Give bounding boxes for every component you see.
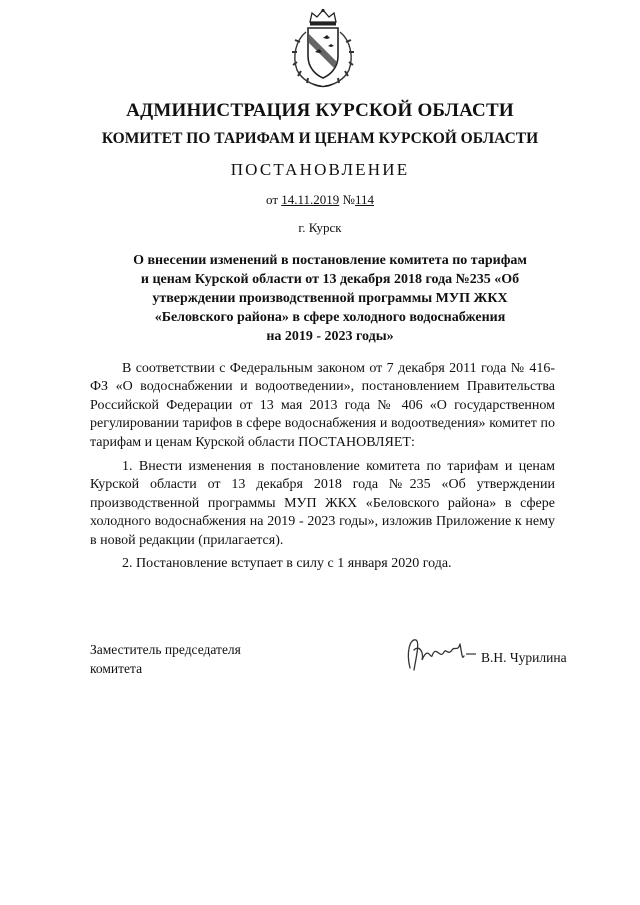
committee-title: КОМИТЕТ ПО ТАРИФАМ И ЦЕНАМ КУРСКОЙ ОБЛАСТИ (101, 130, 539, 147)
document-type: ПОСТАНОВЛЕНИЕ (230, 160, 410, 179)
signature-icon (400, 630, 480, 678)
coat-of-arms-icon (288, 8, 358, 90)
subject-line: на 2019 - 2023 годы» (266, 329, 394, 344)
signer-position (90, 640, 241, 678)
subject-line: утверждении производственной программы МУП ЖКХ (152, 291, 508, 306)
signer-position-line: комитета (90, 661, 143, 676)
preamble-paragraph: В соответствии с Федеральным законом от 7 декабря 2011 года № 416-ФЗ «О водоснабжении и водоотведении», постановлением Правительства Российской Федерации от 13 мая 2013 года № 406 «О государственном регулировании тарифов в сфере водоснабжения и водоотведения» комитет по тарифам и ценам Курской области ПОСТАНОВЛЯЕТ: (90, 361, 555, 450)
organization-title: АДМИНИСТРАЦИЯ КУРСКОЙ ОБЛАСТИ (126, 100, 514, 121)
resolution-item-1: 1. Внести изменения в постановление комитета по тарифам и ценам Курской области от 13 декабря 2018 года №235 «Об утверждении производственной программы МУП ЖКХ «Беловского района» в сфере холодного водоснабжения на 2019 - 2023 годы», изложив Приложение к нему в новой редакции (прилагается). (90, 459, 555, 548)
document-subject (108, 251, 552, 346)
document-body (90, 360, 555, 573)
document-number: 114 (354, 192, 374, 207)
number-prefix: № (339, 192, 355, 207)
resolution-item-2: 2. Постановление вступает в силу с 1 января 2020 года. (122, 556, 452, 572)
date-prefix: от (266, 192, 282, 207)
subject-line: и ценам Курской области от 13 декабря 2018 года №235 «Об (140, 272, 520, 287)
subject-line: О внесении изменений в постановление комитета по тарифам (133, 253, 527, 268)
document-date: 14.11.2019 (281, 192, 340, 207)
date-number-line (0, 192, 640, 208)
signer-position-line: Заместитель председателя (90, 642, 241, 657)
city: г. Курск (298, 220, 342, 235)
signer-name: В.Н. Чурилина (481, 650, 567, 665)
subject-line: «Беловского района» в сфере холодного водоснабжения (154, 310, 506, 325)
